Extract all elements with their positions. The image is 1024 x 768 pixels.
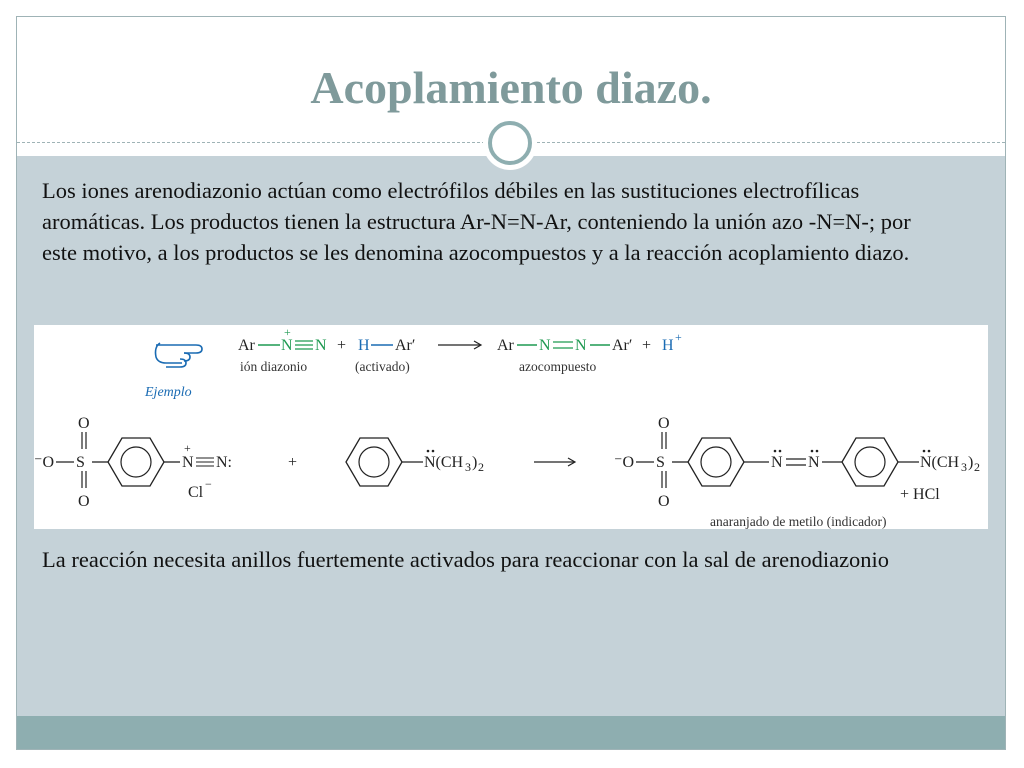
hcl-byproduct: + HCl [900, 486, 940, 503]
azo-compound-label: azocompuesto [519, 359, 597, 374]
svg-text:S: S [76, 454, 85, 471]
svg-text:N(CH: N(CH [920, 454, 960, 471]
svg-text:N: N [539, 337, 551, 354]
svg-text:⁻O: ⁻O [34, 454, 54, 471]
slide-title: Acoplamiento diazo. [310, 62, 712, 113]
svg-text:+: + [288, 454, 298, 471]
svg-text:+: + [184, 441, 191, 455]
svg-text:3: 3 [961, 460, 967, 474]
closing-paragraph: La reacción necesita anillos fuertemente activados para reaccionar con la sal de arenodiazonio [42, 547, 890, 572]
svg-text:O: O [658, 493, 670, 510]
svg-text:⁻O: ⁻O [614, 454, 634, 471]
svg-text:N:: N: [216, 454, 232, 471]
svg-text:N: N [182, 454, 194, 471]
svg-text:N: N [281, 337, 293, 354]
svg-text:2: 2 [974, 460, 980, 474]
svg-text:): ) [968, 454, 974, 471]
svg-text:N: N [808, 454, 820, 471]
svg-text:O: O [658, 415, 670, 432]
svg-text:): ) [472, 454, 478, 471]
svg-text:−: − [205, 477, 212, 491]
svg-text:N: N [771, 454, 783, 471]
footer-bar [17, 716, 1005, 749]
svg-text:Ar: Ar [238, 337, 255, 354]
example-reaction [34, 415, 980, 510]
reaction-figure [34, 325, 988, 529]
svg-text:O: O [78, 415, 90, 432]
svg-text:+: + [642, 337, 652, 354]
intro-paragraph: Los iones arenodiazonio actúan como electrófilos débiles en las sustituciones electrofílicas aromáticas. Los productos tienen la estructura Ar-N=N-Ar, conteniendo la unión azo -N=N-; por este motivo, a los productos se les denomina azocompuestos y a la reacción acoplamiento diazo. [42, 178, 911, 265]
svg-text:N: N [575, 337, 587, 354]
svg-text:O: O [78, 493, 90, 510]
svg-text:Ar: Ar [497, 337, 514, 354]
diazonium-label: ión diazonio [240, 359, 308, 374]
methyl-orange-label: anaranjado de metilo (indicador) [710, 514, 887, 529]
svg-text:2: 2 [478, 460, 484, 474]
svg-text:N: N [315, 337, 327, 354]
svg-text:H: H [662, 337, 674, 354]
counterion: Cl [188, 484, 204, 501]
svg-text:Ar′: Ar′ [612, 337, 633, 354]
svg-text:N(CH: N(CH [424, 454, 464, 471]
svg-text:+: + [675, 330, 682, 344]
svg-text:Ar′: Ar′ [395, 337, 416, 354]
svg-text:+: + [337, 337, 347, 354]
decorative-circle-ring [488, 121, 532, 165]
example-label: Ejemplo [145, 385, 192, 400]
activated-label: (activado) [355, 359, 410, 374]
svg-text:H: H [358, 337, 370, 354]
pointing-hand-icon [156, 343, 203, 367]
svg-text:+: + [284, 325, 291, 339]
general-reaction [238, 325, 682, 354]
svg-text:S: S [656, 454, 665, 471]
svg-text:3: 3 [465, 460, 471, 474]
